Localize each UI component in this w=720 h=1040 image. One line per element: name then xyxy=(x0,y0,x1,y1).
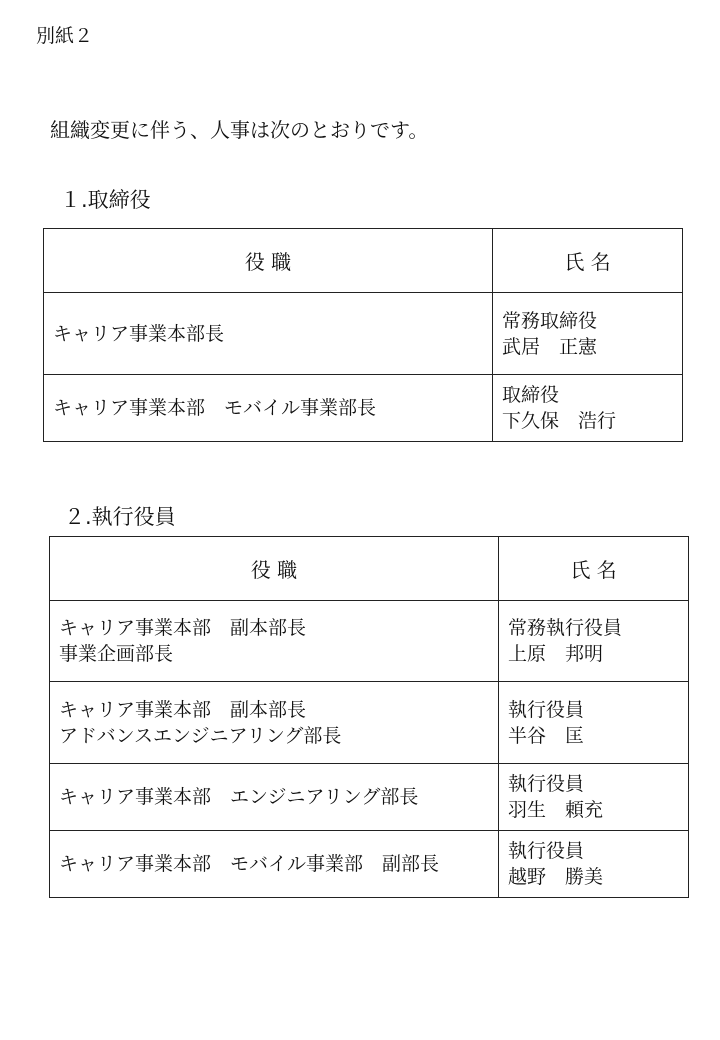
intro-text: 組織変更に伴う、人事は次のとおりです。 xyxy=(50,118,429,142)
title-line: 執行役員 xyxy=(508,773,585,795)
position-cell xyxy=(50,764,499,831)
person-name: 下久保 浩行 xyxy=(502,410,617,432)
position-line: キャリア事業本部 モバイル事業部長 xyxy=(53,397,377,419)
table-header-row xyxy=(50,537,689,601)
position-line: キャリア事業本部 副本部長 xyxy=(59,617,307,639)
person-name: 武居 正憲 xyxy=(502,335,598,358)
position-line: 事業企画部長 xyxy=(59,643,174,665)
position-line: キャリア事業本部 モバイル事業部 副部長 xyxy=(59,853,440,875)
section-heading-executive-officers: ２.執行役員 xyxy=(64,505,176,529)
position-line: アドバンスエンジニアリング部長 xyxy=(59,724,342,747)
table-row xyxy=(44,375,683,442)
table-row xyxy=(44,293,683,375)
name-cell xyxy=(499,601,689,682)
table-row xyxy=(50,601,689,682)
header-name: 氏 名 xyxy=(499,537,689,601)
title-line: 執行役員 xyxy=(508,698,585,721)
position-line: キャリア事業本部 エンジニアリング部長 xyxy=(59,786,419,808)
title-line: 常務執行役員 xyxy=(508,617,623,639)
table-header-row xyxy=(44,229,683,293)
position-cell xyxy=(50,601,499,682)
page-label: 別紙２ xyxy=(36,25,94,47)
directors-table xyxy=(43,228,683,442)
position-line: キャリア事業本部長 xyxy=(53,322,225,345)
header-position: 役 職 xyxy=(44,229,493,293)
title-line: 執行役員 xyxy=(508,840,585,862)
name-cell xyxy=(499,682,689,764)
name-cell xyxy=(499,764,689,831)
title-line: 常務取締役 xyxy=(502,309,598,332)
name-cell xyxy=(493,293,683,375)
table-row xyxy=(50,831,689,898)
header-name: 氏 名 xyxy=(493,229,683,293)
person-name: 上原 邦明 xyxy=(508,643,604,665)
position-cell xyxy=(44,375,493,442)
position-cell xyxy=(50,682,499,764)
position-cell xyxy=(50,831,499,898)
section-heading-directors: １.取締役 xyxy=(60,188,151,212)
header-position: 役 職 xyxy=(50,537,499,601)
title-line: 取締役 xyxy=(502,384,560,406)
person-name: 半谷 匡 xyxy=(508,724,585,747)
position-line: キャリア事業本部 副本部長 xyxy=(59,698,307,721)
name-cell xyxy=(499,831,689,898)
person-name: 羽生 頼充 xyxy=(508,799,604,821)
executive-officers-table xyxy=(49,536,689,898)
name-cell xyxy=(493,375,683,442)
position-cell xyxy=(44,293,493,375)
table-row xyxy=(50,764,689,831)
table-row xyxy=(50,682,689,764)
person-name: 越野 勝美 xyxy=(508,866,604,888)
